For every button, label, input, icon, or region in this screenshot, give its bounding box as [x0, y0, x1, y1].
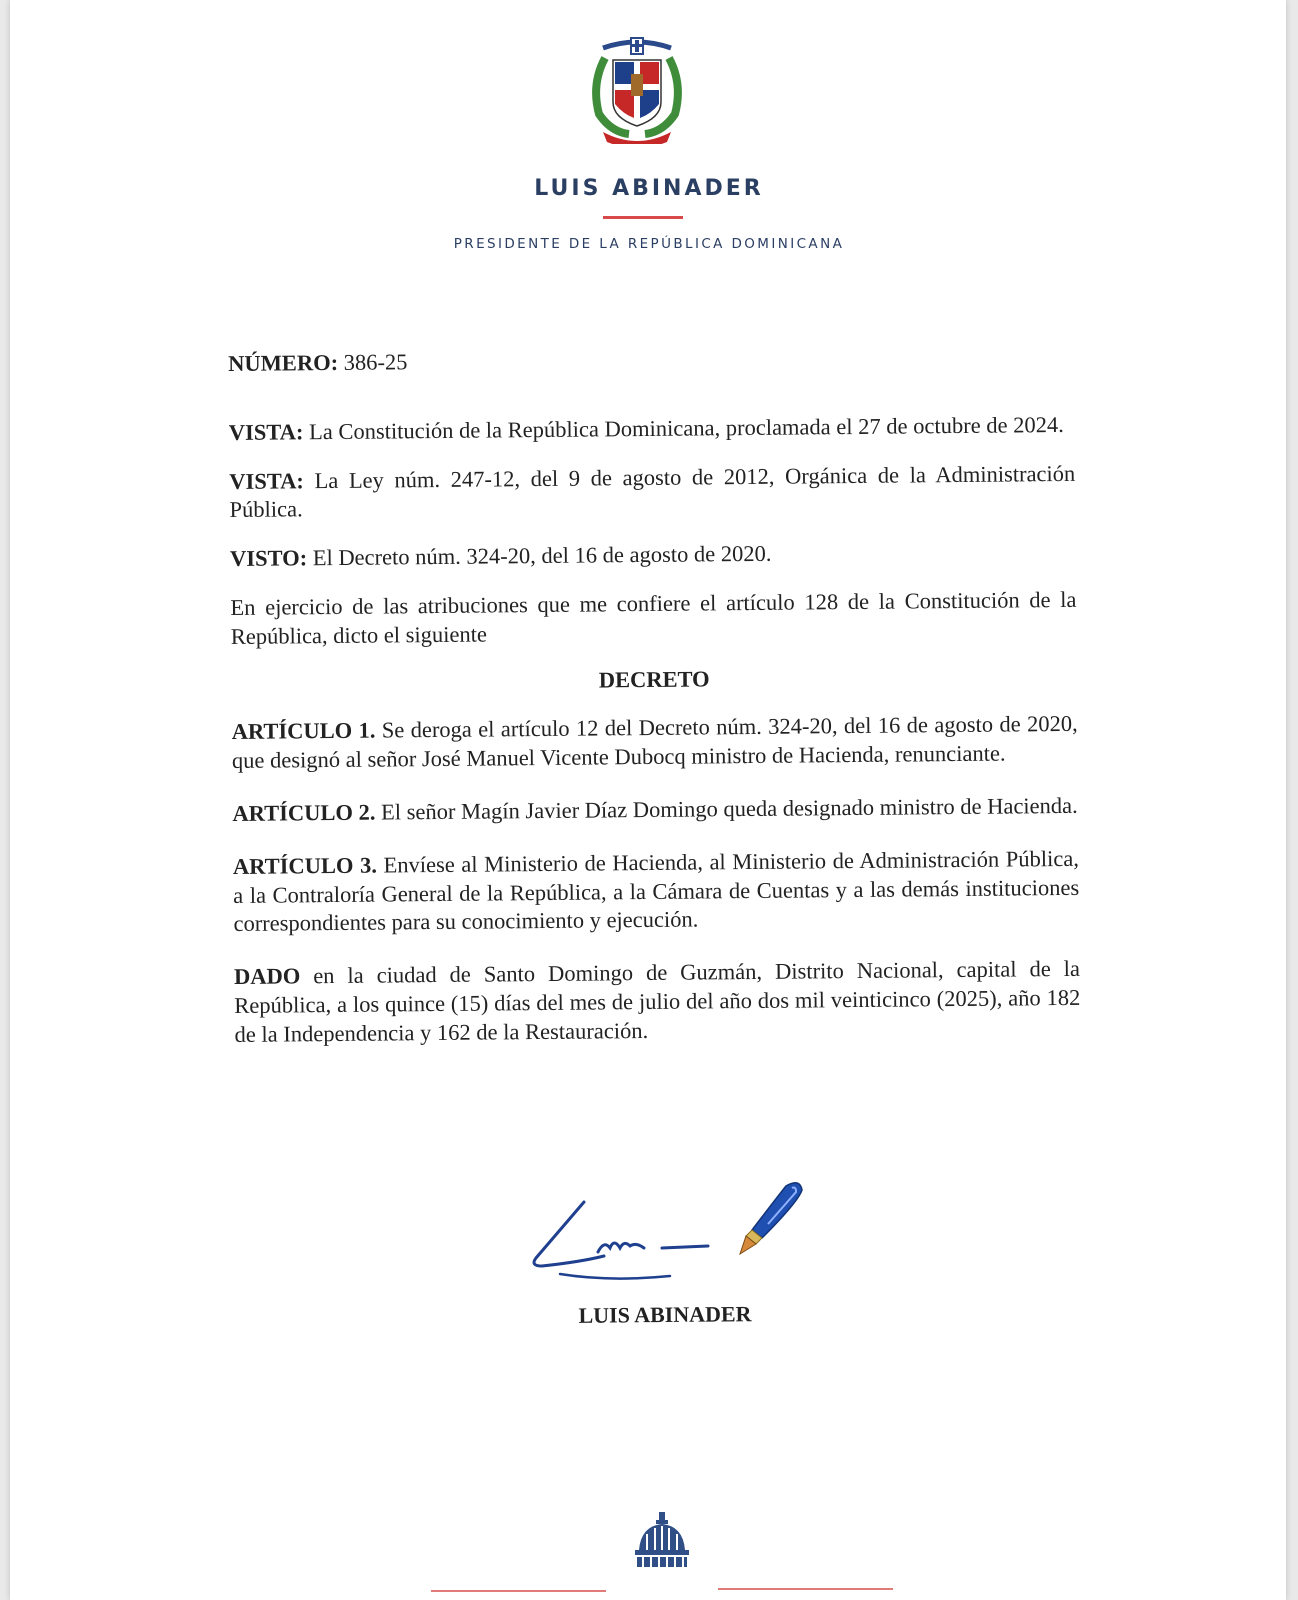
article-3	[233, 845, 1080, 940]
article-1	[232, 710, 1079, 776]
signatory-name: LUIS ABINADER	[578, 1301, 752, 1328]
vista1-text: La Constitución de la República Dominicana, proclamada el 27 de octubre de 2024.	[308, 411, 1064, 445]
article-3-text: Envíese al Ministerio de Hacienda, al Ministerio de Administración Pública, a la Contraloría General de la República, a la Cámara de Cuentas y a las demás instituciones correspondientes para su conocimiento y ejecución.	[233, 845, 1080, 937]
article-2-label: ARTÍCULO 2.	[232, 799, 376, 826]
dominican-coat-of-arms-icon	[583, 34, 691, 144]
header-role: PRESIDENTE DE LA REPÚBLICA DOMINICANA	[453, 236, 845, 252]
footer-rule-right	[718, 1588, 893, 1590]
numero-value: 386-25	[343, 349, 408, 375]
ejercicio-paragraph: En ejercicio de las atribuciones que me confiere el artículo 128 de la Constitución de la República, dicto el siguiente	[230, 586, 1077, 649]
vista-constitution	[229, 411, 1075, 448]
dado-label: DADO	[233, 963, 301, 990]
header-name: LUIS ABINADER	[534, 176, 764, 201]
article-2	[232, 792, 1078, 829]
vista2-label: VISTA:	[229, 467, 304, 494]
visto-label: VISTO:	[229, 545, 308, 572]
footer-rule-left	[431, 1590, 606, 1592]
article-1-label: ARTÍCULO 1.	[231, 717, 376, 745]
vista1-label: VISTA:	[228, 419, 304, 445]
vista-law	[229, 459, 1076, 525]
visto-text: El Decreto núm. 324-20, del 16 de agosto de 2020.	[312, 540, 772, 571]
decree-title: DECRETO	[598, 665, 710, 693]
article-2-text: El señor Magín Javier Díaz Domingo queda designado ministro de Hacienda.	[380, 792, 1078, 825]
decree-body	[228, 342, 1081, 1050]
national-palace-dome-icon	[629, 1510, 695, 1572]
article-3-label: ARTÍCULO 3.	[232, 852, 378, 879]
dado-text: en la ciudad de Santo Domingo de Guzmán, Distrito Nacional, capital de la República, a los quince (15) días del mes de julio del año dos mil veinticinco (2025), año 182 de la Independencia y 162 de la Restauración.	[234, 956, 1081, 1047]
fountain-pen-icon	[722, 1180, 812, 1260]
header-accent-rule	[603, 216, 683, 219]
numero-label: NÚMERO:	[228, 349, 339, 376]
visto-decree	[230, 537, 1076, 574]
dado-paragraph	[234, 955, 1081, 1050]
article-1-text: Se deroga el artículo 12 del Decreto núm. 324-20, del 16 de agosto de 2020, que designó al señor José Manuel Vicente Dubocq ministro de Hacienda, renunciante.	[231, 711, 1078, 774]
vista2-text: La Ley núm. 247-12, del 9 de agosto de 2012, Orgánica de la Administración Pública.	[229, 460, 1076, 523]
